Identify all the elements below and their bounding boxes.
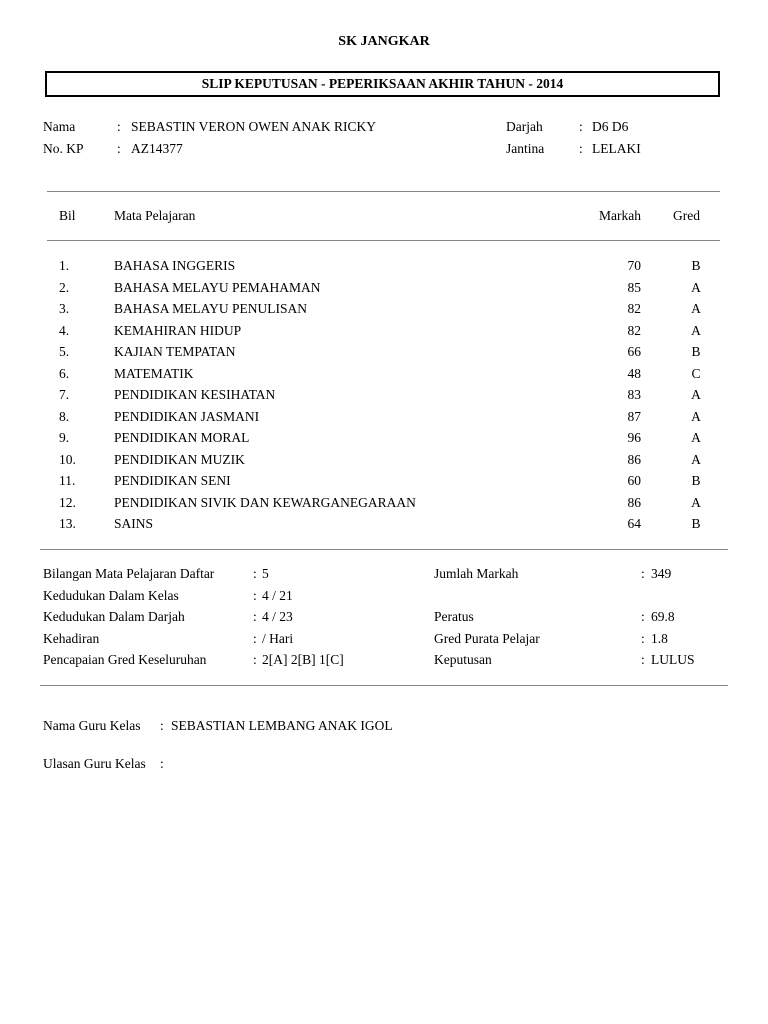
table-row <box>0 473 768 494</box>
avg-grade-value: 1.8 <box>651 631 668 646</box>
darjah-rank-value: 4 / 23 <box>262 609 293 624</box>
row-subject: KEMAHIRAN HIDUP <box>114 323 242 338</box>
percent-label: Peratus <box>434 609 474 624</box>
row-mark: 70 <box>627 258 641 273</box>
row-subject: PENDIDIKAN SENI <box>114 473 231 488</box>
table-row <box>0 258 768 279</box>
school-name: SK JANGKAR <box>338 34 430 49</box>
divider <box>40 685 728 686</box>
row-mark: 66 <box>627 344 641 359</box>
row-grade: A <box>691 323 701 338</box>
attendance-value: / Hari <box>262 631 294 646</box>
row-bil: 3. <box>59 301 70 316</box>
row-subject: SAINS <box>114 516 154 531</box>
slip-title: SLIP KEPUTUSAN - PEPERIKSAAN AKHIR TAHUN - 2014 <box>201 76 564 91</box>
row-grade: C <box>691 366 701 381</box>
divider <box>40 549 728 550</box>
darjah-rank-sep: : <box>253 609 257 624</box>
row-grade: A <box>691 495 701 510</box>
row-grade: A <box>691 430 701 445</box>
row-mark: 83 <box>627 387 641 402</box>
total-label: Jumlah Markah <box>434 566 519 581</box>
table-row <box>0 301 768 322</box>
decision-value: LULUS <box>651 652 695 667</box>
table-row <box>0 387 768 408</box>
row-grade: A <box>691 301 701 316</box>
subjects-value: 5 <box>262 566 269 581</box>
kp-label: No. KP <box>43 141 84 156</box>
row-bil: 7. <box>59 387 70 402</box>
row-mark: 85 <box>627 280 641 295</box>
row-mark: 86 <box>627 452 641 467</box>
row-mark: 86 <box>627 495 641 510</box>
class-rank-sep: : <box>253 588 257 603</box>
row-grade: B <box>691 473 701 488</box>
table-row <box>0 323 768 344</box>
table-row <box>0 516 768 537</box>
row-bil: 8. <box>59 409 70 424</box>
row-mark: 82 <box>627 323 641 338</box>
decision-label: Keputusan <box>434 652 492 667</box>
header-grade: Gred <box>673 208 700 223</box>
darjah-sep: : <box>579 119 583 134</box>
overall-value: 2[A] 2[B] 1[C] <box>262 652 344 667</box>
row-subject: PENDIDIKAN SIVIK DAN KEWARGANEGARAAN <box>114 495 416 510</box>
header-bil: Bil <box>59 208 76 223</box>
total-sep: : <box>641 566 645 581</box>
percent-sep: : <box>641 609 645 624</box>
row-bil: 13. <box>59 516 76 531</box>
darjah-value: D6 D6 <box>592 119 629 134</box>
teacher-remark-sep: : <box>160 756 164 771</box>
percent-value: 69.8 <box>651 609 675 624</box>
jantina-value: LELAKI <box>592 141 641 156</box>
row-grade: A <box>691 387 701 402</box>
row-subject: MATEMATIK <box>114 366 194 381</box>
header-subject: Mata Pelajaran <box>114 208 196 223</box>
slip-title-box <box>45 71 720 97</box>
class-rank-value: 4 / 21 <box>262 588 293 603</box>
overall-sep: : <box>253 652 257 667</box>
row-mark: 96 <box>627 430 641 445</box>
row-subject: BAHASA INGGERIS <box>114 258 236 273</box>
table-row <box>0 430 768 451</box>
header-mark: Markah <box>599 208 641 223</box>
darjah-label: Darjah <box>506 119 543 134</box>
row-mark: 48 <box>627 366 641 381</box>
row-bil: 5. <box>59 344 70 359</box>
jantina-sep: : <box>579 141 583 156</box>
row-subject: BAHASA MELAYU PENULISAN <box>114 301 308 316</box>
row-grade: B <box>691 516 701 531</box>
row-grade: A <box>691 280 701 295</box>
overall-label: Pencapaian Gred Keseluruhan <box>43 652 207 667</box>
row-subject: PENDIDIKAN MORAL <box>114 430 250 445</box>
attendance-sep: : <box>253 631 257 646</box>
name-value: SEBASTIN VERON OWEN ANAK RICKY <box>131 119 377 134</box>
table-row <box>0 344 768 365</box>
row-mark: 82 <box>627 301 641 316</box>
row-bil: 11. <box>59 473 76 488</box>
row-subject: PENDIDIKAN MUZIK <box>114 452 245 467</box>
row-grade: A <box>691 452 701 467</box>
row-subject: KAJIAN TEMPATAN <box>114 344 236 359</box>
table-header <box>0 208 768 229</box>
row-subject: BAHASA MELAYU PEMAHAMAN <box>114 280 321 295</box>
subjects-sep: : <box>253 566 257 581</box>
attendance-label: Kehadiran <box>43 631 100 646</box>
decision-sep: : <box>641 652 645 667</box>
total-value: 349 <box>651 566 672 581</box>
table-row <box>0 280 768 301</box>
class-rank-label: Kedudukan Dalam Kelas <box>43 588 179 603</box>
avg-grade-sep: : <box>641 631 645 646</box>
teacher-name-label: Nama Guru Kelas <box>43 718 141 733</box>
row-bil: 9. <box>59 430 70 445</box>
row-mark: 64 <box>627 516 641 531</box>
row-bil: 12. <box>59 495 76 510</box>
table-row <box>0 366 768 387</box>
teacher-name-value: SEBASTIAN LEMBANG ANAK IGOL <box>171 718 393 733</box>
subjects-label: Bilangan Mata Pelajaran Daftar <box>43 566 215 581</box>
row-grade: B <box>691 344 701 359</box>
teacher-remark-label: Ulasan Guru Kelas <box>43 756 146 771</box>
row-grade: A <box>691 409 701 424</box>
row-bil: 1. <box>59 258 70 273</box>
kp-value: AZ14377 <box>131 141 183 156</box>
kp-sep: : <box>117 141 121 156</box>
table-row <box>0 452 768 473</box>
row-bil: 10. <box>59 452 76 467</box>
table-row <box>0 495 768 516</box>
row-mark: 60 <box>627 473 641 488</box>
row-bil: 4. <box>59 323 70 338</box>
divider <box>47 191 720 192</box>
name-label: Nama <box>43 119 76 134</box>
row-subject: PENDIDIKAN JASMANI <box>114 409 260 424</box>
row-grade: B <box>691 258 701 273</box>
table-row <box>0 409 768 430</box>
avg-grade-label: Gred Purata Pelajar <box>434 631 540 646</box>
row-mark: 87 <box>627 409 641 424</box>
row-bil: 6. <box>59 366 70 381</box>
jantina-label: Jantina <box>506 141 545 156</box>
teacher-name-sep: : <box>160 718 164 733</box>
name-sep: : <box>117 119 121 134</box>
darjah-rank-label: Kedudukan Dalam Darjah <box>43 609 185 624</box>
divider <box>47 240 720 241</box>
row-subject: PENDIDIKAN KESIHATAN <box>114 387 276 402</box>
row-bil: 2. <box>59 280 70 295</box>
